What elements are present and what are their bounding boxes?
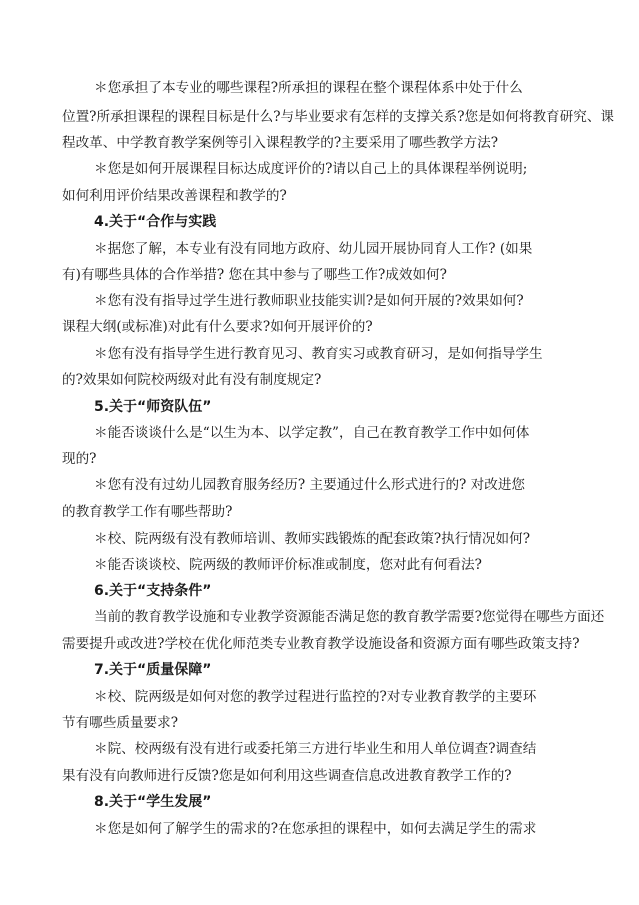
text-line: ＊能否谈谈什么是“以生为本、以学定教”，自己在教育教学工作中如何体 — [94, 425, 530, 441]
text-line: ＊校、院两级有没有教师培训、教师实践锻炼的配套政策?执行情况如何? — [94, 531, 530, 547]
text-line: 现的? — [62, 451, 97, 467]
text-line: 位置?所承担课程的课程目标是什么?与毕业要求有怎样的支撑关系?您是如何将教育研究、课 — [62, 109, 615, 125]
text-line: ＊您是如何了解学生的需求的?在您承担的课程中，如何去满足学生的需求 — [94, 821, 537, 837]
section-heading: 8.关于“学生发展” — [94, 794, 212, 810]
text-line: 果有没有向教师进行反馈?您是如何利用这些调查信息改进教育教学工作的? — [62, 768, 512, 784]
section-heading: 6.关于“支持条件” — [94, 583, 212, 599]
text-line: 有)有哪些具体的合作举措? 您在其中参与了哪些工作?成效如何? — [62, 267, 447, 283]
text-line: 课程大纲(或标准)对此有什么要求?如何开展评价的? — [62, 319, 373, 335]
text-line: ＊校、院两级是如何对您的教学过程进行监控的?对专业教育教学的主要环 — [94, 689, 537, 705]
text-line: ＊您有没有指导学生进行教育见习、教育实习或教育研习，是如何指导学生 — [94, 346, 543, 362]
section-heading: 4.关于“合作与实践 — [94, 214, 217, 230]
text-line: 节有哪些质量要求? — [62, 715, 179, 731]
text-line: ＊据您了解，本专业有没有同地方政府、幼儿园开展协同育人工作? (如果 — [94, 241, 533, 257]
text-line: 的?效果如何院校两级对此有没有制度规定? — [62, 372, 322, 388]
text-line: 如何利用评价结果改善课程和教学的? — [62, 188, 287, 204]
text-line: 的教育教学工作有哪些帮助? — [62, 504, 233, 520]
section-heading: 5.关于“师资队伍” — [94, 399, 212, 415]
text-line: 需要提升或改进?学校在优化师范类专业教育教学设施设备和资源方面有哪些政策支持? — [62, 636, 580, 652]
text-line: ＊您有没有指导过学生进行教师职业技能实训?是如何开展的?效果如何? — [94, 293, 524, 309]
text-line: 当前的教育教学设施和专业教学资源能否满足您的教育教学需要?您觉得在哪些方面还 — [94, 609, 605, 625]
text-line: ＊您是如何开展课程目标达成度评价的?请以自己上的具体课程举例说明; — [94, 161, 528, 177]
text-line: ＊您有没有过幼儿园教育服务经历? 主要通过什么形式进行的? 对改进您 — [94, 477, 526, 493]
section-heading: 7.关于“质量保障” — [94, 662, 212, 678]
text-line: ＊院、校两级有没有进行或委托第三方进行毕业生和用人单位调查?调查结 — [94, 741, 537, 757]
text-line: ＊能否谈谈校、院两级的教师评价标准或制度，您对此有何看法? — [94, 557, 482, 573]
text-line: 程改革、中学教育教学案例等引入课程教学的?主要采用了哪些教学方法? — [62, 135, 498, 151]
text-line: ＊您承担了本专业的哪些课程?所承担的课程在整个课程体系中处于什么 — [94, 80, 523, 96]
